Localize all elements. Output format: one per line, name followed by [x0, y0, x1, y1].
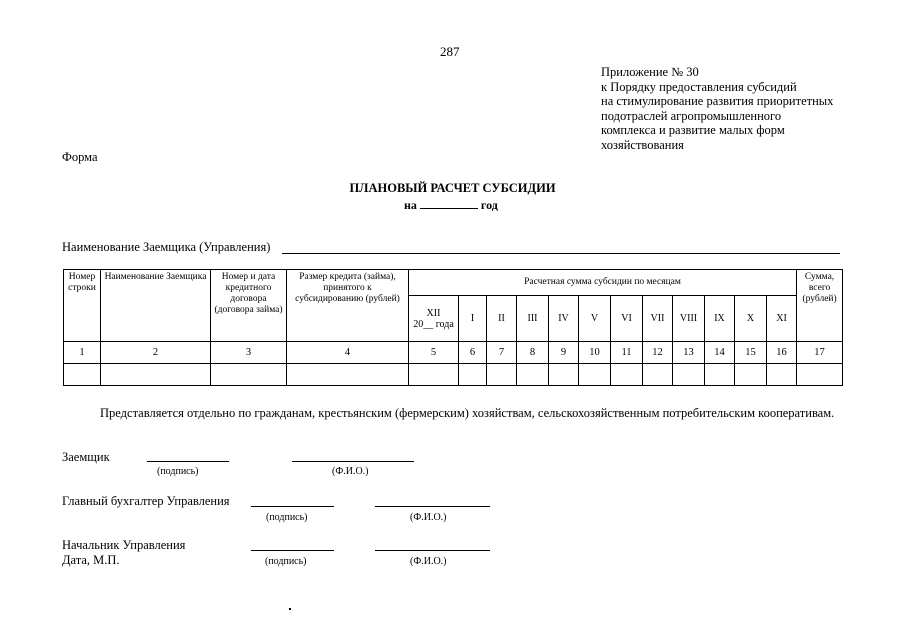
column-number: 13	[673, 342, 705, 364]
scan-dot	[289, 608, 291, 610]
year-blank-line	[420, 198, 478, 209]
header-month: II	[487, 296, 517, 342]
header-month: V	[579, 296, 611, 342]
column-number: 5	[409, 342, 459, 364]
column-number: 7	[487, 342, 517, 364]
column-number: 11	[611, 342, 643, 364]
document-subtitle	[404, 198, 498, 213]
empty-cell	[409, 364, 459, 386]
empty-cell	[579, 364, 611, 386]
empty-cell	[797, 364, 843, 386]
header-month: X	[735, 296, 767, 342]
chief-accountant-name-line	[375, 506, 490, 507]
column-number: 6	[459, 342, 487, 364]
month-xii-label: XII	[426, 307, 441, 319]
appendix-line: на стимулирование развития приоритетных	[601, 94, 834, 109]
appendix-line: подотраслей агропромышленного	[601, 108, 782, 123]
table-header-row	[64, 270, 843, 296]
column-number: 10	[579, 342, 611, 364]
empty-cell	[64, 364, 101, 386]
empty-cell	[705, 364, 735, 386]
empty-cell	[101, 364, 211, 386]
column-number: 12	[643, 342, 673, 364]
appendix-line: к Порядку предоставления субсидий	[601, 79, 797, 94]
appendix-line: Приложение № 30	[601, 65, 699, 79]
header-month-xii	[409, 296, 459, 342]
empty-cell	[735, 364, 767, 386]
header-total: Сумма, всего (рублей)	[797, 270, 843, 342]
column-number: 2	[101, 342, 211, 364]
empty-cell	[767, 364, 797, 386]
column-number: 9	[549, 342, 579, 364]
head-signature-line	[251, 550, 334, 551]
column-number: 8	[517, 342, 549, 364]
signature-caption: (подпись)	[265, 556, 307, 567]
header-month: VI	[611, 296, 643, 342]
borrower-signature-label: Заемщик	[62, 450, 110, 464]
subtitle-suffix: год	[480, 198, 498, 212]
table-empty-row	[64, 364, 843, 386]
month-xii-year: 20__ года	[413, 318, 454, 330]
header-month: IX	[705, 296, 735, 342]
name-caption: (Ф.И.О.)	[410, 556, 447, 567]
empty-cell	[487, 364, 517, 386]
signature-caption: (подпись)	[266, 512, 308, 523]
document-title: ПЛАНОВЫЙ РАСЧЕТ СУБСИДИИ	[349, 181, 556, 195]
chief-accountant-signature-line	[251, 506, 334, 507]
empty-cell	[287, 364, 409, 386]
empty-cell	[211, 364, 287, 386]
date-stamp-label: Дата, М.П.	[62, 553, 120, 567]
header-month: I	[459, 296, 487, 342]
header-monthly: Расчетная сумма субсидии по месяцам	[409, 270, 797, 296]
empty-cell	[549, 364, 579, 386]
empty-cell	[459, 364, 487, 386]
name-caption: (Ф.И.О.)	[410, 512, 447, 523]
column-number: 16	[767, 342, 797, 364]
empty-cell	[643, 364, 673, 386]
borrower-name-label: Наименование Заемщика (Управления)	[62, 240, 271, 254]
column-number: 15	[735, 342, 767, 364]
subtitle-prefix: на	[404, 198, 417, 212]
page-number: 287	[440, 44, 460, 59]
header-row-no: Номер строки	[64, 270, 101, 342]
column-number: 3	[211, 342, 287, 364]
appendix-line: комплекса и развитие малых форм	[601, 123, 785, 138]
empty-cell	[517, 364, 549, 386]
header-month: IV	[549, 296, 579, 342]
head-name-line	[375, 550, 490, 551]
submission-note: Представляется отдельно по гражданам, крестьянским (фермерским) хозяйствам, сельскохозяйственным потребительским кооперативам.	[100, 406, 835, 420]
chief-accountant-label: Главный бухгалтер Управления	[62, 494, 230, 508]
column-number-row	[64, 342, 843, 364]
appendix-block	[601, 65, 833, 153]
header-contract: Номер и дата кредитного договора (договора займа)	[211, 270, 287, 342]
subsidy-table	[63, 269, 843, 386]
header-month: VIII	[673, 296, 705, 342]
column-number: 17	[797, 342, 843, 364]
name-caption: (Ф.И.О.)	[332, 466, 369, 477]
borrower-signature-line	[147, 461, 229, 462]
header-borrower: Наименование Заемщика	[101, 270, 211, 342]
form-label: Форма	[62, 150, 98, 164]
column-number: 14	[705, 342, 735, 364]
header-month: VII	[643, 296, 673, 342]
empty-cell	[611, 364, 643, 386]
column-number: 1	[64, 342, 101, 364]
header-month: III	[517, 296, 549, 342]
signature-caption: (подпись)	[157, 466, 199, 477]
column-number: 4	[287, 342, 409, 364]
empty-cell	[673, 364, 705, 386]
header-loan-size: Размер кредита (займа), принятого к субсидированию (рублей)	[287, 270, 409, 342]
appendix-line: хозяйствования	[601, 137, 684, 152]
head-label: Начальник Управления	[62, 538, 186, 552]
header-month: XI	[767, 296, 797, 342]
borrower-name-line	[282, 253, 840, 254]
borrower-name-line	[292, 461, 414, 462]
